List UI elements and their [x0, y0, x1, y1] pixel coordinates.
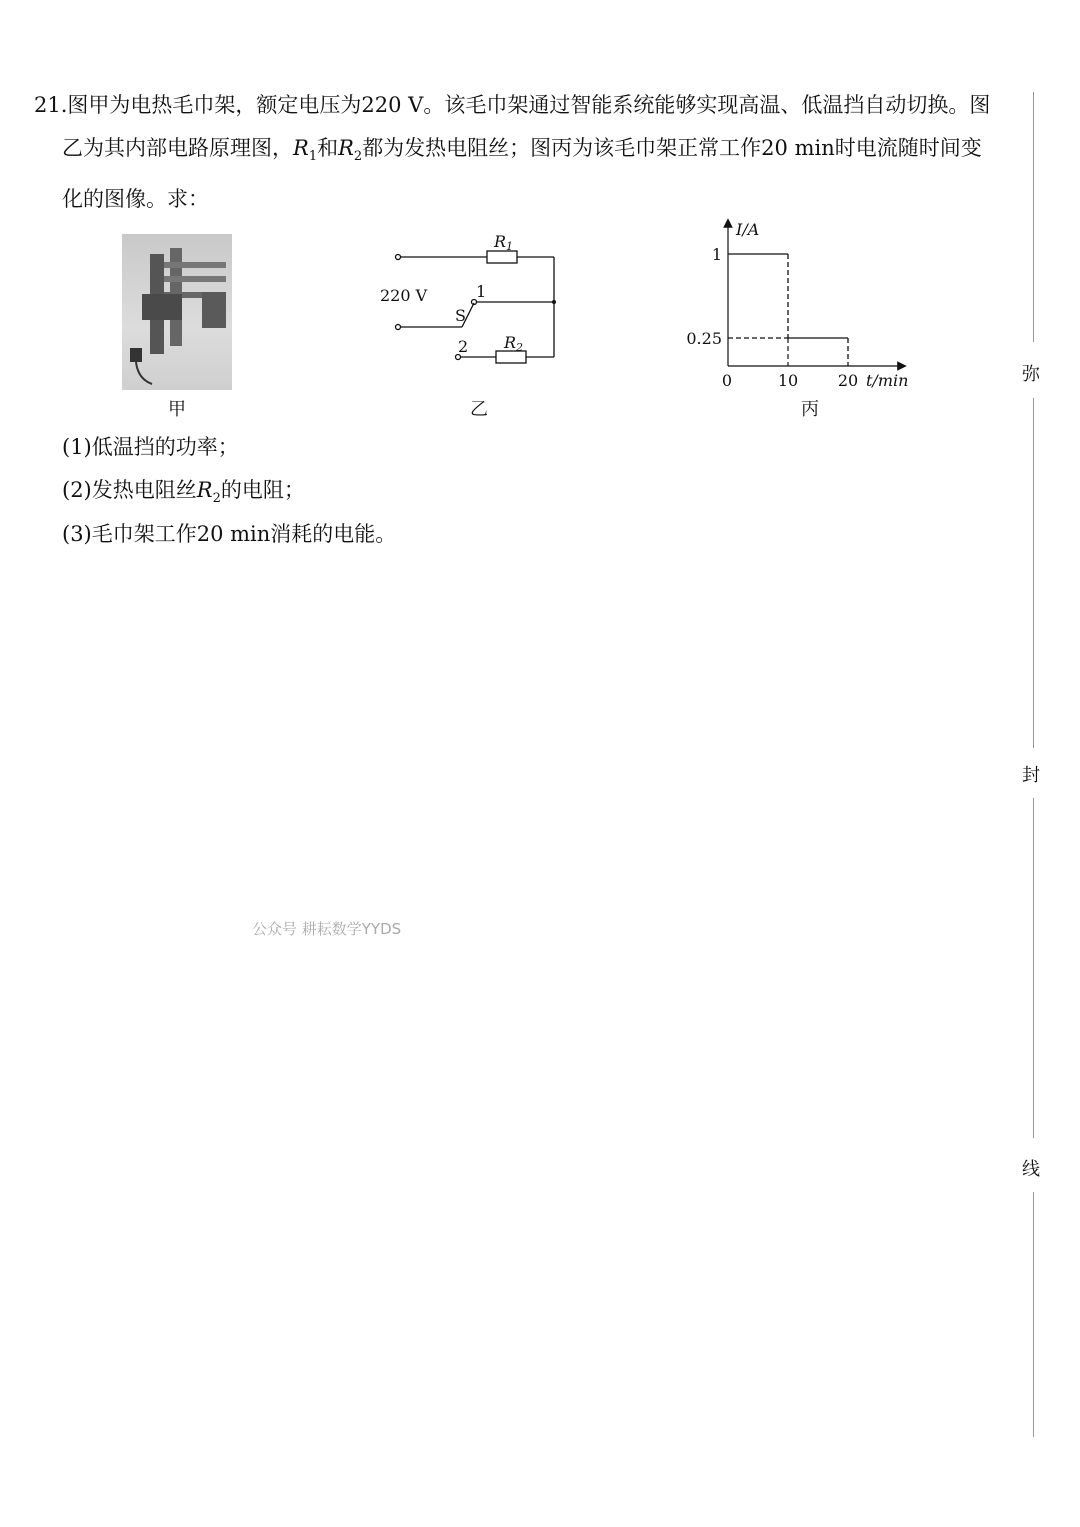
x-tick-label: 20	[837, 371, 859, 390]
circuit-caption: 乙	[470, 399, 488, 420]
switch-label: S	[455, 306, 466, 325]
junction-dot	[552, 300, 556, 304]
stem-line-2: 乙为其内部电路原理图，$R_1$和$R_2$都为发热电阻丝；图丙为该毛巾架正常工作20 min时电流随时间变	[62, 136, 982, 165]
contact-1-label: 1	[476, 282, 487, 301]
towel-rack-photo	[122, 234, 232, 390]
photo-caption: 甲	[168, 399, 186, 420]
x-tick-label: 0	[721, 371, 733, 390]
side-label-xian: 线	[1022, 1159, 1040, 1180]
y-tick-label: 1	[711, 245, 722, 264]
stem-line-3: 化的图像。求：	[62, 187, 209, 212]
contact-2-label: 2	[458, 337, 469, 356]
side-label-feng: 封	[1022, 765, 1040, 786]
r2-label: R2	[504, 333, 524, 354]
binding-line-segment	[1033, 398, 1034, 748]
x-tick-label: 10	[777, 371, 799, 390]
binding-line-segment	[1033, 92, 1034, 342]
current-time-graph	[680, 215, 920, 395]
subquestion-2: (2)发热电阻丝$R_2$的电阻；	[62, 478, 305, 507]
subquestion-3: (3)毛巾架工作20 min消耗的电能。	[62, 522, 397, 546]
y-tick-label: 0.25	[686, 329, 722, 348]
stem-line-1: 21.图甲为电热毛巾架，额定电压为220 V。该毛巾架通过智能系统能够实现高温、低温挡自动切换。图	[34, 93, 991, 117]
y-axis-label: I/A	[736, 220, 760, 239]
watermark: 公众号 耕耘数学YYDS	[252, 920, 402, 938]
graph-caption: 丙	[801, 399, 819, 420]
terminal-top	[396, 255, 401, 260]
question-number: 21.	[34, 93, 68, 117]
question-stem	[34, 84, 1014, 221]
circuit-diagram	[370, 228, 570, 378]
source-voltage-label: 220 V	[380, 286, 428, 305]
binding-line-segment	[1033, 1192, 1034, 1437]
towel-rack-image	[122, 234, 232, 390]
r1-label: R1	[494, 232, 514, 253]
binding-line-segment	[1033, 798, 1034, 1138]
subquestion-1: (1)低温挡的功率；	[62, 435, 239, 459]
side-label-mi: 弥	[1022, 364, 1040, 385]
terminal-bottom	[396, 325, 401, 330]
x-axis-label: t/min	[866, 371, 909, 390]
